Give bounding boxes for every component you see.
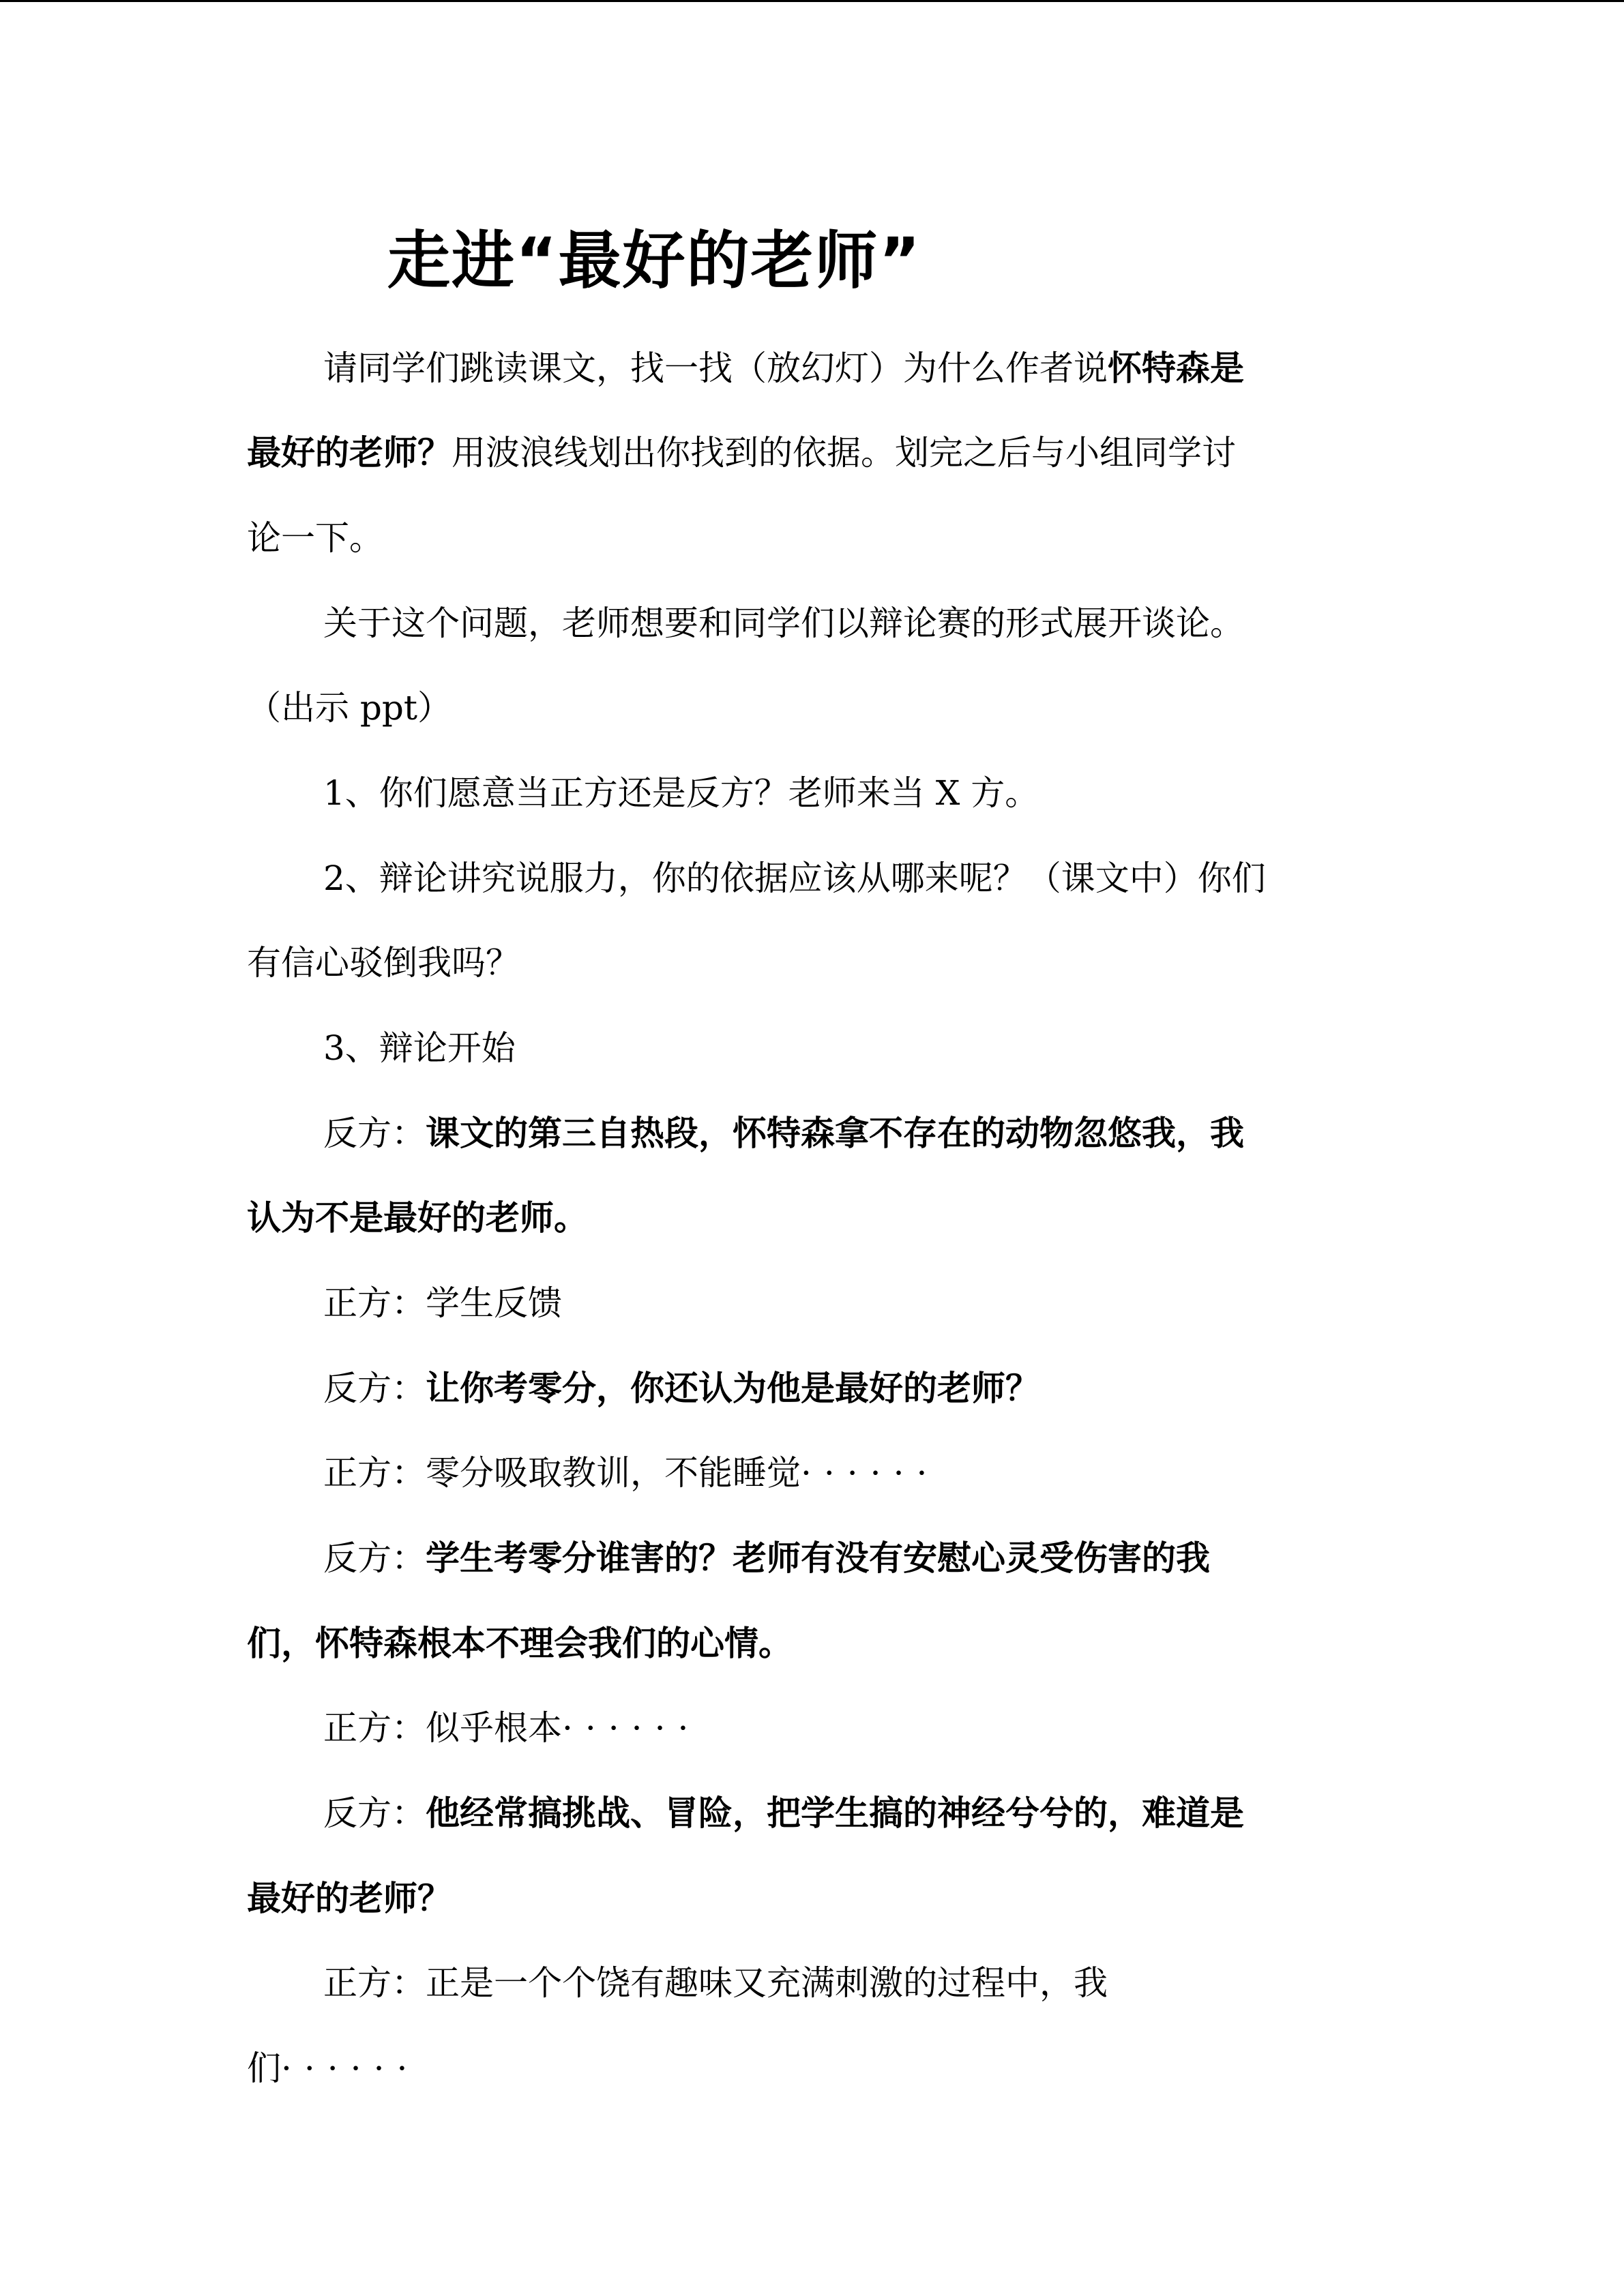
- ellipsis-dots: ······: [562, 1708, 701, 1748]
- speaker-label: 反方：: [323, 1369, 426, 1408]
- paragraph-line: 3、辩论开始: [323, 1028, 516, 1068]
- paragraph-line: 正方：学生反馈: [323, 1283, 562, 1323]
- paragraph-line: （出示 ppt）: [247, 688, 452, 728]
- paragraph-line: 认为不是最好的老师。: [247, 1198, 588, 1238]
- ellipsis-dots: ······: [281, 2048, 420, 2088]
- bold-text-run: 课文的第三自热段，怀特森拿不存在的动物忽悠我，我: [426, 1114, 1244, 1153]
- paragraph-line: [323, 1771, 1244, 1855]
- paragraph-line: 有信心驳倒我吗？: [247, 943, 520, 983]
- paragraph-line: [323, 1686, 700, 1770]
- speaker-label: 反方：: [323, 1538, 426, 1578]
- text-run: 正方：似乎根本: [323, 1708, 562, 1748]
- text-run: 们: [247, 2048, 281, 2088]
- bold-text-run: 让你考零分，你还认为他是最好的老师？: [426, 1369, 1039, 1408]
- bold-text-run: 怀特森是: [1108, 348, 1244, 388]
- speaker-label: 反方：: [323, 1114, 426, 1153]
- paragraph-line: [323, 326, 1244, 411]
- text-run: 请同学们跳读课文，找一找（放幻灯）为什么作者说: [323, 348, 1108, 388]
- paragraph-line: [323, 1516, 1210, 1600]
- page-top-border: [0, 0, 1624, 2]
- paragraph-line: [247, 411, 1236, 495]
- bold-text-run: 他经常搞挑战、冒险，把学生搞的神经兮兮的，难道是: [426, 1793, 1244, 1833]
- bold-text-run: 学生考零分谁害的？老师有没有安慰心灵受伤害的我: [426, 1538, 1210, 1578]
- paragraph-line: 正方：正是一个个饶有趣味又充满刺激的过程中，我: [323, 1963, 1108, 2003]
- paragraph-line: [247, 2026, 419, 2111]
- paragraph-line: [323, 1091, 1244, 1176]
- paragraph-line: [323, 1431, 939, 1515]
- text-run: 正方：零分吸取教训，不能睡觉: [323, 1453, 801, 1493]
- speaker-label: 反方：: [323, 1793, 426, 1833]
- paragraph-line: 最好的老师？: [247, 1879, 452, 1918]
- paragraph-line: 们，怀特森根本不理会我们的心情。: [247, 1624, 793, 1663]
- paragraph-line: [323, 1346, 1039, 1431]
- paragraph-line: 论一下。: [247, 518, 383, 558]
- page-title: 走进“最好的老师”: [387, 224, 921, 297]
- ellipsis-dots: ······: [801, 1453, 940, 1493]
- bold-text-run: 最好的老师？: [247, 433, 452, 473]
- text-run: 用波浪线划出你找到的依据。划完之后与小组同学讨: [452, 433, 1236, 473]
- paragraph-line: 2、辩论讲究说服力，你的依据应该从哪来呢？（课文中）你们: [323, 859, 1266, 898]
- paragraph-line: 1、你们愿意当正方还是反方？老师来当 X 方。: [323, 773, 1039, 813]
- paragraph-line: 关于这个问题，老师想要和同学们以辩论赛的形式展开谈论。: [323, 603, 1244, 643]
